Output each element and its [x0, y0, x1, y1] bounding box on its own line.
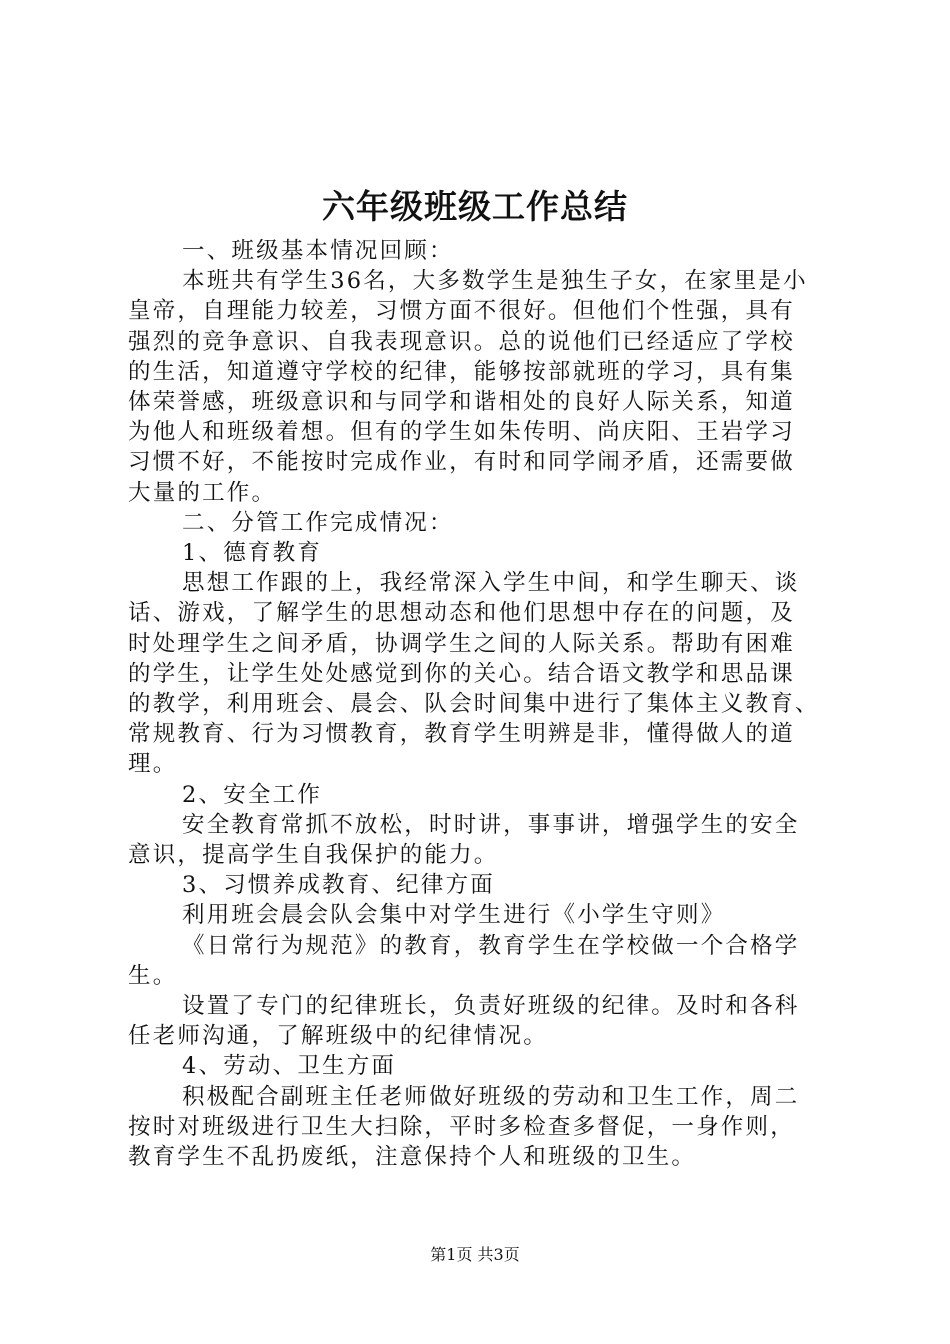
- paragraph-line: 的生活，知道遵守学校的纪律，能够按部就班的学习，具有集: [128, 358, 795, 385]
- paragraph-line: 任老师沟通，了解班级中的纪律情况。: [128, 1023, 548, 1050]
- paragraph-line: 话、游戏，了解学生的思想动态和他们思想中存在的问题，及: [128, 600, 795, 627]
- paragraph-line: 理。: [128, 751, 178, 778]
- paragraph-line: 的学生，让学生处处感觉到你的关心。结合语文教学和思品课: [128, 660, 795, 687]
- subsection-heading: 2、安全工作: [182, 781, 323, 808]
- subsection-heading: 3、习惯养成教育、纪律方面: [182, 872, 495, 899]
- paragraph-line: 利用班会晨会队会集中对学生进行《小学生守则》: [182, 902, 726, 929]
- section-heading: 一、班级基本情况回顾：: [182, 238, 454, 264]
- paragraph-line: 本班共有学生36名，大多数学生是独生子女，在家里是小: [182, 268, 808, 295]
- paragraph-line: 习惯不好，不能按时完成作业，有时和同学闹矛盾，还需要做: [128, 449, 795, 476]
- document-body: [128, 236, 834, 1172]
- subsection-heading: 1、德育教育: [182, 540, 323, 567]
- paragraph-line: 常规教育、行为习惯教育，教育学生明辨是非，懂得做人的道: [128, 721, 795, 748]
- paragraph-line: 大量的工作。: [128, 479, 277, 506]
- paragraph-line: 为他人和班级着想。但有的学生如朱传明、尚庆阳、王岩学习: [128, 419, 795, 446]
- section-heading: 二、分管工作完成情况：: [182, 509, 454, 536]
- paragraph-line: 教育学生不乱扔废纸，注意保持个人和班级的卫生。: [128, 1144, 697, 1171]
- document-title: 六年级班级工作总结: [322, 187, 628, 226]
- paragraph-line: 时处理学生之间矛盾，协调学生之间的人际关系。帮助有困难: [128, 630, 795, 657]
- paragraph-line: 思想工作跟的上，我经常深入学生中间，和学生聊天、谈: [182, 570, 800, 597]
- paragraph-line: 的教学，利用班会、晨会、队会时间集中进行了集体主义教育、: [128, 691, 820, 718]
- paragraph-line: 生。: [128, 962, 178, 989]
- paragraph-line: 安全教育常抓不放松，时时讲，事事讲，增强学生的安全: [182, 811, 800, 838]
- paragraph-line: 按时对班级进行卫生大扫除，平时多检查多督促，一身作则，: [128, 1113, 795, 1140]
- paragraph-line: 强烈的竞争意识、自我表现意识。总的说他们已经适应了学校: [128, 328, 795, 355]
- paragraph-line: 皇帝，自理能力较差，习惯方面不很好。但他们个性强，具有: [128, 298, 795, 325]
- paragraph-line: 意识，提高学生自我保护的能力。: [128, 842, 499, 869]
- paragraph-line: 体荣誉感，班级意识和与同学和谐相处的良好人际关系，知道: [128, 389, 795, 416]
- paragraph-line: 积极配合副班主任老师做好班级的劳动和卫生工作，周二: [182, 1083, 800, 1110]
- paragraph-line: 设置了专门的纪律班长，负责好班级的纪律。及时和各科: [182, 993, 800, 1020]
- subsection-heading: 4、劳动、卫生方面: [182, 1053, 397, 1080]
- paragraph-line: 《日常行为规范》的教育，教育学生在学校做一个合格学: [182, 932, 800, 959]
- page-footer: 第1页 共3页: [430, 1245, 520, 1264]
